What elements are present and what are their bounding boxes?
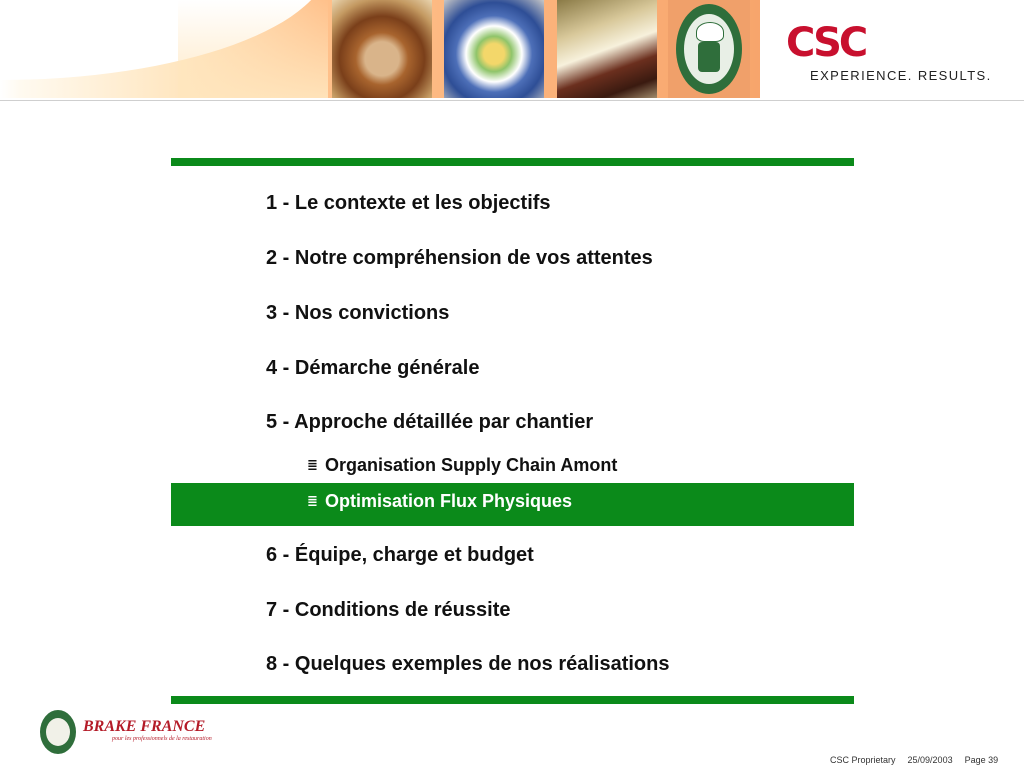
food-photo-2 xyxy=(444,0,544,98)
client-logo: BRAKE FRANCE xyxy=(83,718,206,735)
agenda-bottom-rule xyxy=(171,696,854,704)
banner-glow xyxy=(178,0,328,98)
agenda-subitem-label: Optimisation Flux Physiques xyxy=(325,491,573,511)
agenda-top-rule xyxy=(171,158,854,166)
agenda-subitem-flux-physiques xyxy=(307,490,572,512)
agenda-item-7: 7 - Conditions de réussite xyxy=(266,599,511,621)
agenda-item-6: 6 - Équipe, charge et budget xyxy=(266,544,534,566)
proprietary-label: CSC Proprietary xyxy=(830,755,896,765)
chef-emblem-icon xyxy=(676,4,742,94)
agenda-item-8: 8 - Quelques exemples de nos réalisations xyxy=(266,653,670,675)
header-banner xyxy=(0,0,1024,101)
page-number: Page 39 xyxy=(964,755,999,765)
client-tagline: pour les professionnels de la restauration xyxy=(112,736,212,742)
agenda-subitem-supply-chain xyxy=(307,454,617,476)
list-bullet-icon: ≣ xyxy=(307,457,318,472)
agenda-item-2: 2 - Notre compréhension de vos attentes xyxy=(266,247,653,269)
agenda-item-3: 3 - Nos convictions xyxy=(266,302,450,324)
footer-meta xyxy=(830,755,1010,765)
agenda-item-4: 4 - Démarche générale xyxy=(266,357,480,379)
footer-date: 25/09/2003 xyxy=(907,755,953,765)
tagline: EXPERIENCE. RESULTS. xyxy=(810,68,992,83)
food-photo-3 xyxy=(557,0,657,98)
agenda-item-1: 1 - Le contexte et les objectifs xyxy=(266,192,551,214)
list-bullet-icon: ≣ xyxy=(307,493,318,508)
agenda-item-5: 5 - Approche détaillée par chantier xyxy=(266,411,594,433)
client-chef-icon xyxy=(40,710,76,754)
csc-logo: CSC xyxy=(786,20,866,66)
food-photo-1 xyxy=(332,0,432,98)
agenda-subitem-label: Organisation Supply Chain Amont xyxy=(325,455,618,475)
